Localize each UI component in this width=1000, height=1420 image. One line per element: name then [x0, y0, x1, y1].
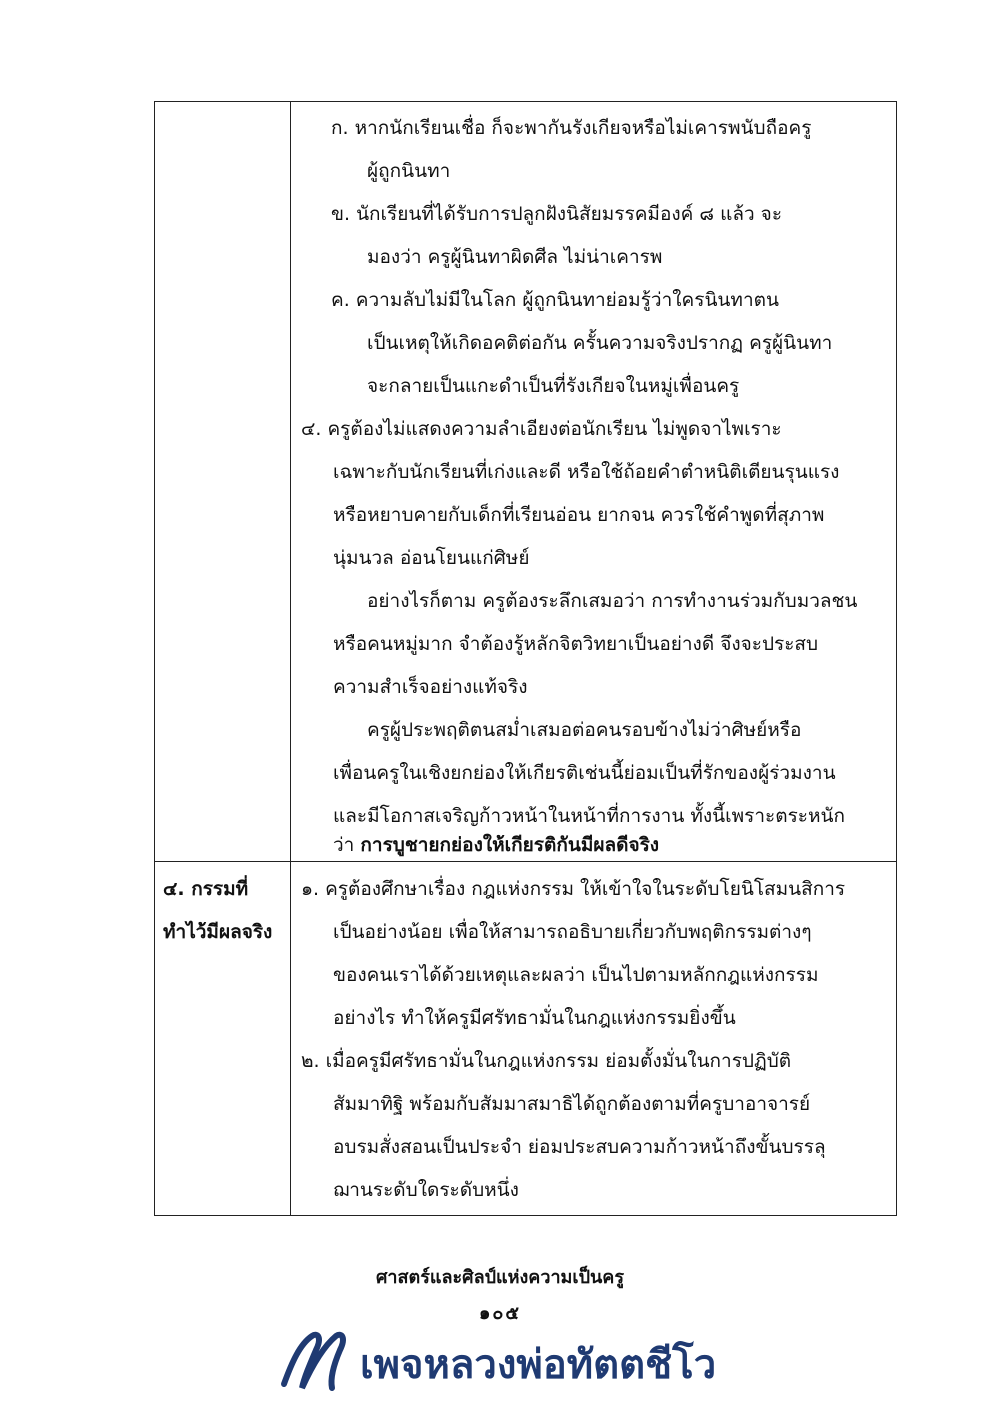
text-line: เพื่อนครูในเชิงยกย่องให้เกียรติเช่นนี้ย่อมเป็นที่รักของผู้ร่วมงาน [333, 762, 836, 784]
text-line: ฌานระดับใดระดับหนึ่ง [333, 1179, 519, 1201]
text-line: เป็นอย่างน้อย เพื่อให้สามารถอธิบายเกี่ยวกับพฤติกรรมต่างๆ [333, 921, 812, 943]
text-line: หรือหยาบคายกับเด็กที่เรียนอ่อน ยากจน ควรใช้คำพูดที่สุภาพ [333, 504, 825, 526]
text-line: ก. หากนักเรียนเชื่อ ก็จะพากันรังเกียจหรือไม่เคารพนับถือครู [331, 117, 812, 139]
text-line: ๒. เมื่อครูมีศรัทธามั่นในกฎแห่งกรรม ย่อมตั้งมั่นในการปฏิบัติ [301, 1050, 792, 1072]
text-line: และมีโอกาสเจริญก้าวหน้าในหน้าที่การงาน ทั้งนี้เพราะตระหนัก [333, 805, 846, 827]
logo-text: เพจหลวงพ่อทัตตชีโว [360, 1342, 717, 1388]
text-line: ข. นักเรียนที่ได้รับการปลูกฝังนิสัยมรรคมีองค์ ๘ แล้ว จะ [331, 203, 783, 225]
content-table [154, 101, 897, 1216]
text-line: สัมมาทิฐิ พร้อมกับสัมมาสมาธิได้ถูกต้องตามที่ครูบาอาจารย์ [333, 1093, 811, 1115]
text-line: เฉพาะกับนักเรียนที่เก่งและดี หรือใช้ถ้อยคำตำหนิติเตียนรุนแรง [333, 461, 840, 483]
text-line: เป็นเหตุให้เกิดอคติต่อกัน ครั้นความจริงปรากฏ ครูผู้นินทา [367, 332, 833, 354]
text-line: ๔. ครูต้องไม่แสดงความลำเอียงต่อนักเรียน ไม่พูดจาไพเราะ [301, 418, 782, 440]
text-line: มองว่า ครูผู้นินทาผิดศีล ไม่น่าเคารพ [367, 246, 663, 268]
section-heading: ๔. กรรมที่ [163, 878, 249, 900]
text-line: อบรมสั่งสอนเป็นประจำ ย่อมประสบความก้าวหน้าถึงขั้นบรรลุ [333, 1136, 826, 1158]
text-line: ผู้ถูกนินทา [367, 160, 451, 182]
lead-word: ว่า [333, 834, 355, 856]
text-line-emphasis [333, 833, 659, 857]
text-line: จะกลายเป็นแกะดำเป็นที่รังเกียจในหมู่เพื่อนครู [367, 375, 740, 397]
column-divider [290, 102, 291, 1215]
text-line: ครูผู้ประพฤติตนสม่ำเสมอต่อคนรอบข้างไม่ว่าศิษย์หรือ [367, 719, 802, 741]
text-line: อย่างไร ทำให้ครูมีศรัทธามั่นในกฎแห่งกรรมยิ่งขึ้น [333, 1007, 736, 1029]
text-line: นุ่มนวล อ่อนโยนแก่ศิษย์ [333, 547, 530, 569]
text-line: ความสำเร็จอย่างแท้จริง [333, 676, 528, 698]
text-line: ของคนเราได้ด้วยเหตุและผลว่า เป็นไปตามหลักกฎแห่งกรรม [333, 964, 819, 986]
text-line: ค. ความลับไม่มีในโลก ผู้ถูกนินทาย่อมรู้ว่าใครนินทาตน [331, 289, 779, 311]
row-divider [155, 861, 896, 862]
text-line: หรือคนหมู่มาก จำต้องรู้หลักจิตวิทยาเป็นอย่างดี จึงจะประสบ [333, 633, 819, 655]
page-number: ๑๐๕ [478, 1303, 522, 1324]
section-heading: ทำไว้มีผลจริง [163, 921, 273, 943]
text-line: อย่างไรก็ตาม ครูต้องระลึกเสมอว่า การทำงานร่วมกับมวลชน [367, 590, 858, 612]
swoosh-logo-icon [278, 1322, 368, 1402]
text-line: ๑. ครูต้องศึกษาเรื่อง กฎแห่งกรรม ให้เข้าใจในระดับโยนิโสมนสิการ [301, 878, 846, 900]
bold-phrase: การบูชายกย่องให้เกียรติกันมีผลดีจริง [360, 834, 660, 856]
page-logo [278, 1322, 738, 1402]
book-title: ศาสตร์และศิลป์แห่งความเป็นครู [375, 1267, 625, 1288]
